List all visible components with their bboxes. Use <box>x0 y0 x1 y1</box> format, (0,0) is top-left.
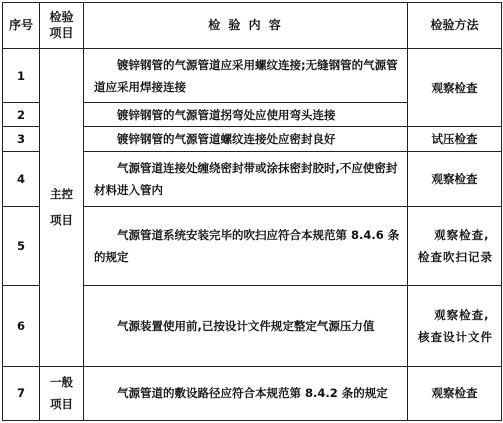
row-method: 观察检查 <box>408 152 502 206</box>
row-method: 观察检查 <box>408 366 502 420</box>
row-method: 观察检查 <box>408 48 502 126</box>
header-method: 检验方法 <box>408 3 502 49</box>
row-method: 试压检查 <box>408 127 502 152</box>
header-no: 序号 <box>3 3 40 49</box>
row-content: 气源管道系统安装完毕的吹扫应符合本规范第 8.4.6 条的规定 <box>84 206 408 285</box>
row-content: 气源装置使用前,已按设计文件规定整定气源压力值 <box>84 286 408 366</box>
row-no: 2 <box>3 103 40 127</box>
row-content: 气源管道连接处缠绕密封带或涂抹密封胶时,不应使密封材料进入管内 <box>84 152 408 206</box>
header-item: 检验 项目 <box>40 3 84 49</box>
row-no: 7 <box>3 366 40 420</box>
row-content: 镀锌钢管的气源管道螺纹连接处应密封良好 <box>84 127 408 152</box>
row-no: 1 <box>3 48 40 102</box>
group-main: 主控 项目 <box>40 48 84 366</box>
row-content: 气源管道的敷设路径应符合本规范第 8.4.2 条的规定 <box>84 366 408 420</box>
header-row <box>3 3 502 49</box>
group-general: 一般 项目 <box>40 366 84 420</box>
row-content: 镀锌钢管的气源管道应采用螺纹连接;无缝钢管的气源管道应采用焊接连接 <box>84 48 408 102</box>
row-method: 观察检查,核查设计文件 <box>408 286 502 366</box>
row-no: 3 <box>3 127 40 152</box>
header-content: 检 验 内 容 <box>84 3 408 49</box>
row-method: 观察检查,检查吹扫记录 <box>408 206 502 285</box>
row-no: 6 <box>3 286 40 366</box>
row-no: 5 <box>3 206 40 285</box>
table-row <box>3 48 502 102</box>
row-content: 镀锌钢管的气源管道拐弯处应使用弯头连接 <box>84 103 408 127</box>
table-row <box>3 366 502 420</box>
inspection-table <box>2 2 502 421</box>
row-no: 4 <box>3 152 40 206</box>
